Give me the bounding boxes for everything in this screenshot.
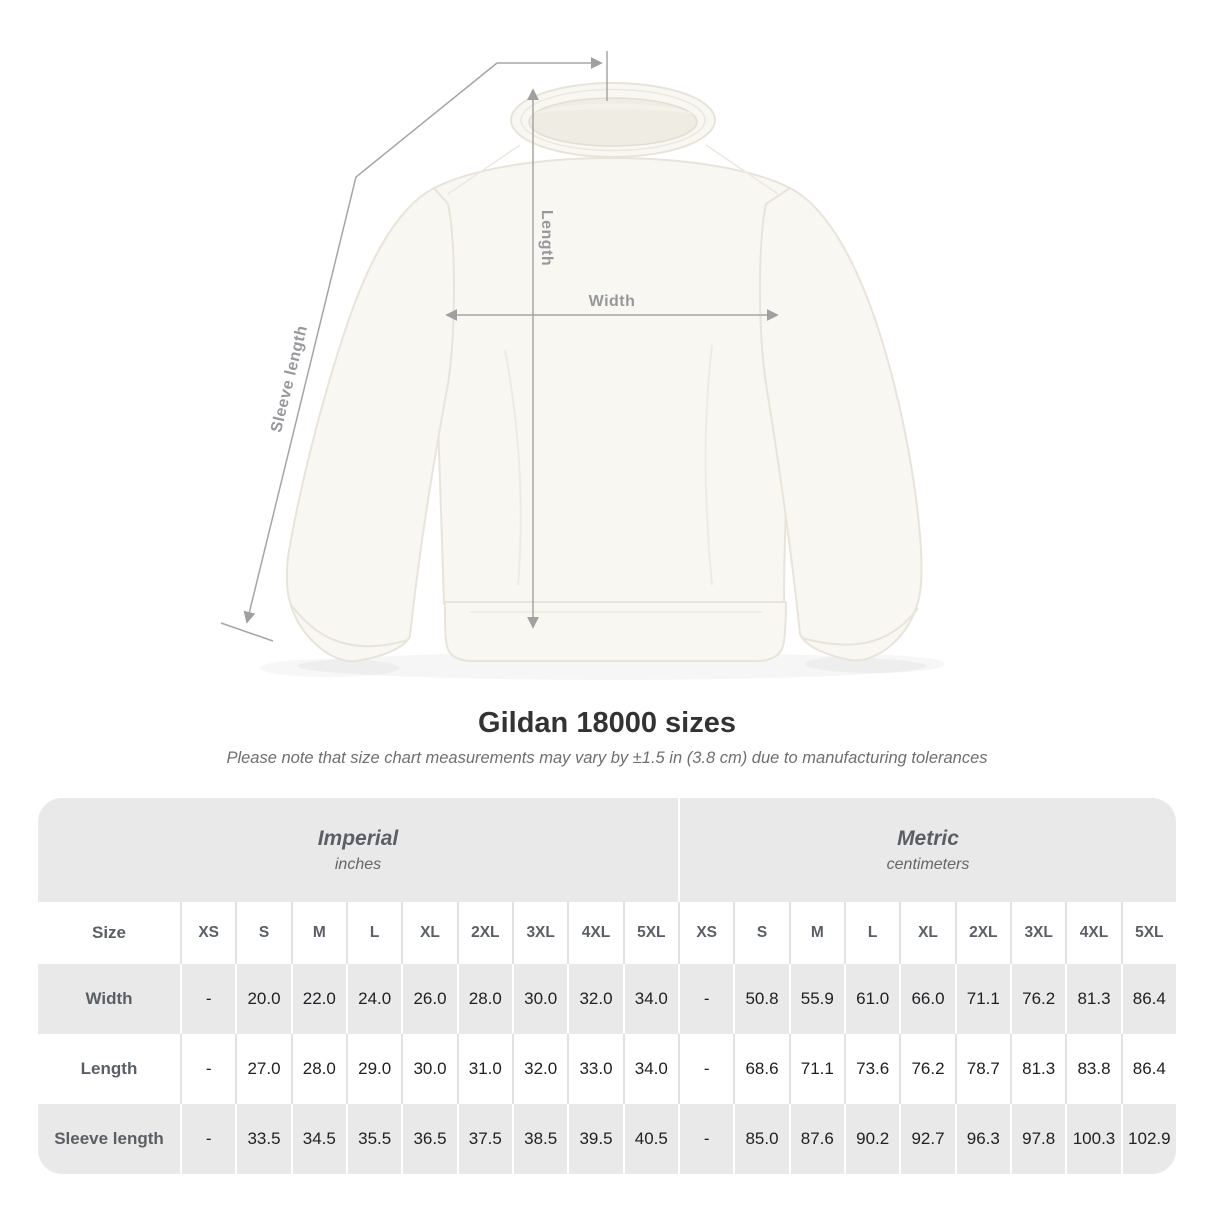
- value-cell: 24.0: [348, 964, 401, 1034]
- value-cell: 32.0: [514, 1034, 567, 1104]
- size-cell: S: [735, 902, 788, 964]
- value-cell: 100.3: [1067, 1104, 1120, 1174]
- value-cell: 78.7: [957, 1034, 1010, 1104]
- size-cell: 4XL: [1067, 902, 1120, 964]
- size-cell: 2XL: [459, 902, 512, 964]
- value-cell: 36.5: [403, 1104, 456, 1174]
- sleeve-length-row: [38, 1104, 1176, 1174]
- value-cell: 86.4: [1123, 1034, 1176, 1104]
- size-cell: XL: [403, 902, 456, 964]
- row-label: Length: [38, 1034, 180, 1104]
- value-cell: 28.0: [459, 964, 512, 1034]
- value-cell: 34.5: [293, 1104, 346, 1174]
- length-row: [38, 1034, 1176, 1104]
- value-cell: 102.9: [1123, 1104, 1176, 1174]
- value-cell: 30.0: [514, 964, 567, 1034]
- imperial-unit-header: [38, 798, 678, 902]
- unit-band: [38, 798, 1176, 902]
- length-annotation-label: Length: [538, 209, 555, 267]
- value-cell: 55.9: [791, 964, 844, 1034]
- value-cell: -: [182, 1104, 235, 1174]
- value-cell: 83.8: [1067, 1034, 1120, 1104]
- imperial-title: Imperial: [317, 826, 399, 850]
- size-cell: 2XL: [957, 902, 1010, 964]
- size-cell: 3XL: [1012, 902, 1065, 964]
- value-cell: 38.5: [514, 1104, 567, 1174]
- size-cell: 5XL: [625, 902, 678, 964]
- value-cell: 34.0: [625, 1034, 678, 1104]
- size-cell: M: [791, 902, 844, 964]
- metric-subtitle: centimeters: [886, 855, 970, 873]
- value-cell: 76.2: [1012, 964, 1065, 1034]
- value-cell: 31.0: [459, 1034, 512, 1104]
- value-cell: -: [182, 964, 235, 1034]
- value-cell: 81.3: [1012, 1034, 1065, 1104]
- value-cell: 27.0: [237, 1034, 290, 1104]
- value-cell: 22.0: [293, 964, 346, 1034]
- value-cell: 30.0: [403, 1034, 456, 1104]
- value-cell: 73.6: [846, 1034, 899, 1104]
- width-row: [38, 964, 1176, 1034]
- value-cell: 66.0: [901, 964, 954, 1034]
- page-title: Gildan 18000 sizes: [478, 707, 736, 739]
- value-cell: 29.0: [348, 1034, 401, 1104]
- sleeve-length-annotation-label: Sleeve length: [268, 323, 312, 435]
- metric-title: Metric: [897, 826, 959, 850]
- value-cell: 96.3: [957, 1104, 1010, 1174]
- value-cell: -: [680, 1034, 733, 1104]
- size-cell: M: [293, 902, 346, 964]
- size-cell: XL: [901, 902, 954, 964]
- size-header-cell: Size: [38, 902, 180, 964]
- value-cell: 33.0: [569, 1034, 622, 1104]
- value-cell: 26.0: [403, 964, 456, 1034]
- value-cell: 68.6: [735, 1034, 788, 1104]
- value-cell: -: [680, 964, 733, 1034]
- size-cell: S: [237, 902, 290, 964]
- cuff-tick: [221, 623, 273, 641]
- value-cell: -: [680, 1104, 733, 1174]
- metric-unit-header: [680, 798, 1176, 902]
- value-cell: 33.5: [237, 1104, 290, 1174]
- value-cell: 85.0: [735, 1104, 788, 1174]
- value-cell: 90.2: [846, 1104, 899, 1174]
- value-cell: 86.4: [1123, 964, 1176, 1034]
- size-cell: 4XL: [569, 902, 622, 964]
- size-cell: XS: [182, 902, 235, 964]
- value-cell: 71.1: [957, 964, 1010, 1034]
- value-cell: 32.0: [569, 964, 622, 1034]
- value-cell: 97.8: [1012, 1104, 1065, 1174]
- value-cell: 20.0: [237, 964, 290, 1034]
- imperial-subtitle: inches: [334, 855, 382, 873]
- value-cell: 28.0: [293, 1034, 346, 1104]
- value-cell: 50.8: [735, 964, 788, 1034]
- size-table: [38, 798, 1176, 1174]
- value-cell: 81.3: [1067, 964, 1120, 1034]
- value-cell: 35.5: [348, 1104, 401, 1174]
- value-cell: 40.5: [625, 1104, 678, 1174]
- size-cell: 5XL: [1123, 902, 1176, 964]
- size-header-row: [38, 902, 1176, 964]
- width-annotation-label: Width: [588, 293, 636, 310]
- size-cell: XS: [680, 902, 733, 964]
- size-cell: L: [846, 902, 899, 964]
- tolerance-note: Please note that size chart measurements may vary by ±1.5 in (3.8 cm) due to manufacturing tolerances: [226, 749, 988, 767]
- value-cell: 39.5: [569, 1104, 622, 1174]
- value-cell: 76.2: [901, 1034, 954, 1104]
- value-cell: 87.6: [791, 1104, 844, 1174]
- size-cell: 3XL: [514, 902, 567, 964]
- size-cell: L: [348, 902, 401, 964]
- row-label: Width: [38, 964, 180, 1034]
- value-cell: 71.1: [791, 1034, 844, 1104]
- value-cell: 37.5: [459, 1104, 512, 1174]
- value-cell: 34.0: [625, 964, 678, 1034]
- value-cell: 92.7: [901, 1104, 954, 1174]
- row-label: Sleeve length: [38, 1104, 180, 1174]
- sweatshirt-illustration: [260, 83, 945, 680]
- value-cell: 61.0: [846, 964, 899, 1034]
- value-cell: -: [182, 1034, 235, 1104]
